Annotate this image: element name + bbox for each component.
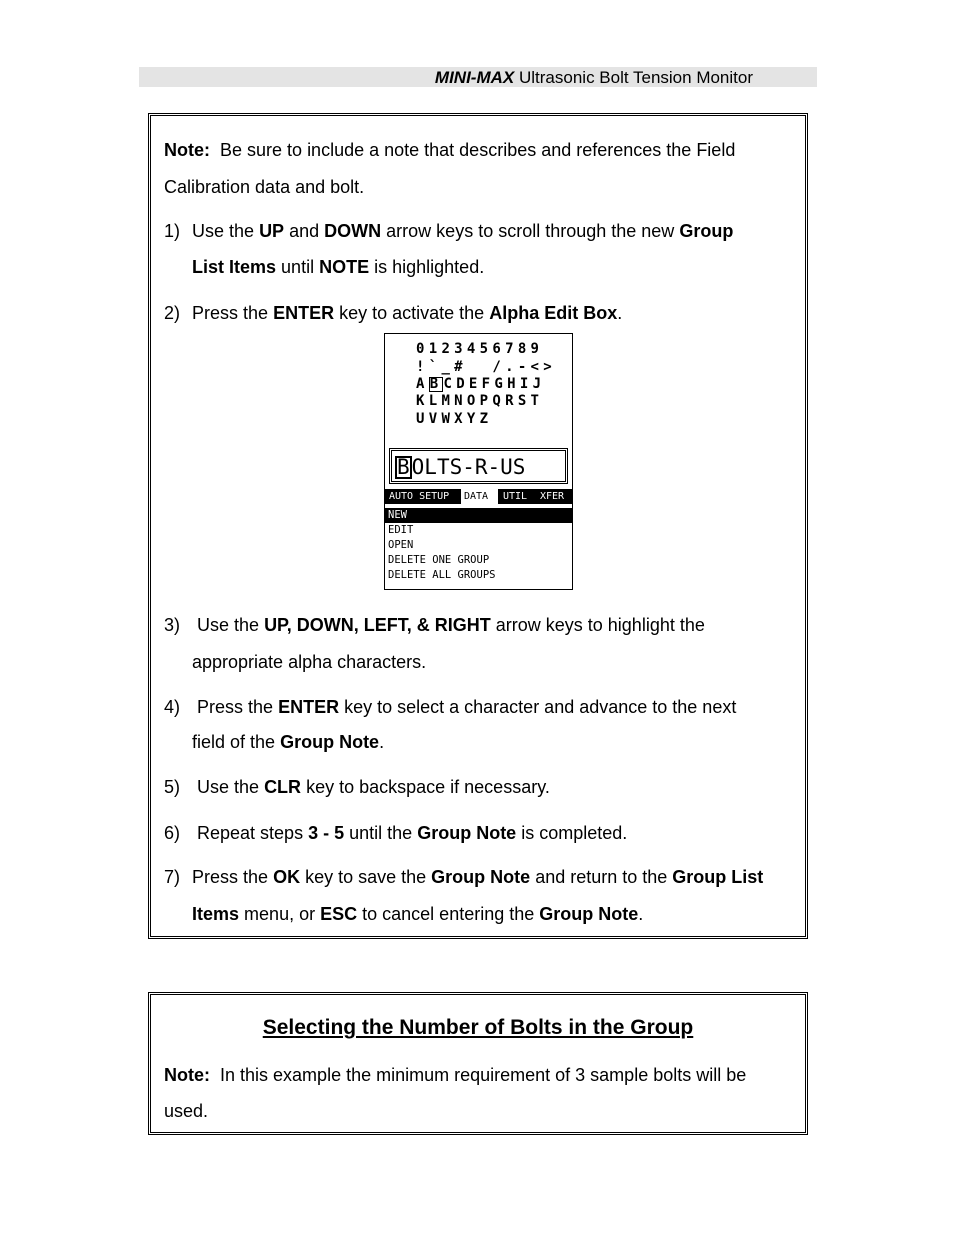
step-number: 6) (164, 823, 181, 843)
step-number: 5) (164, 777, 181, 797)
step-6-line-1: Repeat steps 3 - 5 until the Group Note is completed. (197, 823, 628, 843)
header-subtitle: Ultrasonic Bolt Tension Monitor (518, 68, 753, 87)
char-row-digits: 0123456789 (416, 341, 544, 357)
header-product: MINI-MAX (434, 68, 515, 87)
header-title (435, 68, 753, 87)
step-number: 3) (164, 615, 181, 635)
menu-item-open[interactable]: OPEN (388, 539, 414, 551)
highlighted-char: B (429, 376, 443, 392)
step-number: 1) (164, 221, 181, 241)
step-number: 2) (164, 303, 181, 323)
note-label: Note: (164, 1065, 210, 1085)
note-label: Note: (164, 140, 210, 160)
step-1-line-2: List Items until NOTE is highlighted. (192, 257, 485, 277)
step-4-line-1: Press the ENTER key to select a character and advance to the next (197, 697, 737, 717)
char-row-k-t: KLMNOPQRST (416, 393, 544, 409)
menu-tabs (385, 489, 572, 504)
step-number: 7) (164, 867, 181, 887)
page-header (139, 67, 817, 87)
step-number: 4) (164, 697, 181, 717)
alpha-edit-screen (384, 333, 573, 590)
step-3-line-1: Use the UP, DOWN, LEFT, & RIGHT arrow keys to highlight the (197, 615, 705, 635)
edit-field-text: BOLTS-R-US (397, 455, 526, 479)
char-row-symbols: !`_# /.-<> (416, 359, 557, 375)
note-line-1: Note: Be sure to include a note that describes and references the Field (164, 140, 736, 160)
section-title: Selecting the Number of Bolts in the Group (262, 1016, 694, 1039)
step-1-line-1: Use the UP and DOWN arrow keys to scroll through the new Group (192, 221, 734, 241)
alpha-edit-field[interactable] (389, 448, 568, 484)
step-2-line-1: Press the ENTER key to activate the Alpha Edit Box. (192, 303, 623, 323)
step-4-line-2: field of the Group Note. (192, 732, 385, 752)
menu-item-edit[interactable]: EDIT (388, 524, 414, 536)
box2-note-line-1: Note: In this example the minimum requirement of 3 sample bolts will be (164, 1065, 747, 1085)
step-5-line-1: Use the CLR key to backspace if necessary. (197, 777, 550, 797)
char-row-a-j: ABCDEFGHIJ (416, 376, 546, 392)
tab-util[interactable]: UTIL (503, 491, 528, 502)
menu-item-delete-all[interactable]: DELETE ALL GROUPS (388, 569, 496, 581)
note-line-2: Calibration data and bolt. (164, 177, 365, 197)
edit-cursor: B (397, 455, 410, 479)
tab-data[interactable]: DATA (461, 489, 498, 504)
step-7-line-2: Items menu, or ESC to cancel entering the Group Note. (192, 904, 644, 924)
tab-xfer[interactable]: XFER (540, 491, 565, 502)
menu-item-delete-one[interactable]: DELETE ONE GROUP (388, 554, 490, 566)
menu-item-new[interactable]: NEW (385, 508, 572, 523)
char-row-u-z: UVWXYZ (416, 411, 493, 427)
box2-note-line-2: used. (164, 1101, 209, 1121)
step-7-line-1: Press the OK key to save the Group Note and return to the Group List (192, 867, 764, 887)
step-3-line-2: appropriate alpha characters. (192, 652, 427, 672)
tab-auto-setup[interactable]: AUTO SETUP (389, 491, 450, 502)
